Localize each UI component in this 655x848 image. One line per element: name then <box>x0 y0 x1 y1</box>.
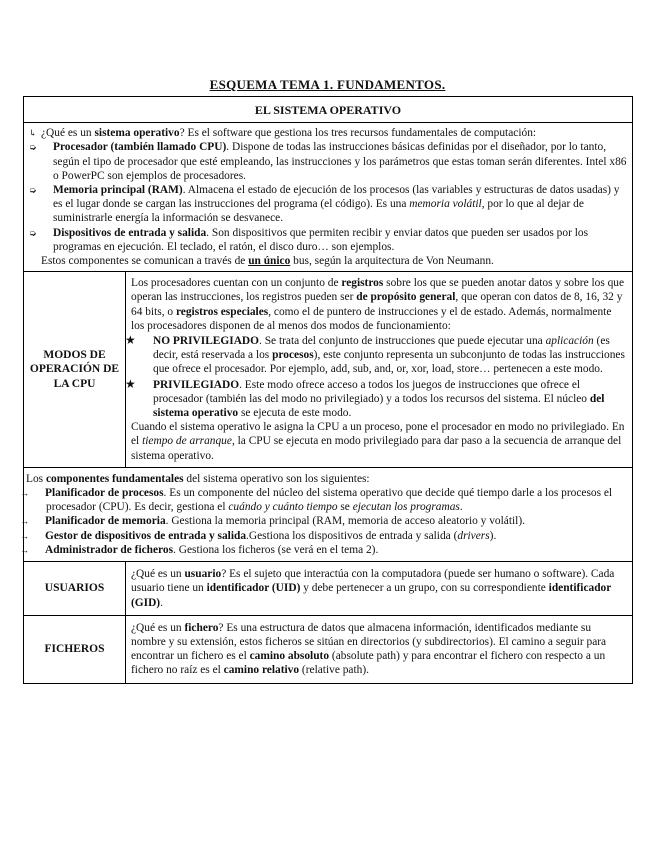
outline-table <box>20 96 633 684</box>
text-run: Cuando el sistema operativo le asigna la CPU a un proceso, pone el procesador en modo no privilegiado. En el <box>131 421 625 448</box>
text-run: . <box>160 596 163 609</box>
text-run: bus, según la arquitectura de Von Neumann. <box>290 255 494 268</box>
text-run: (es decir, está reservada a los <box>153 335 610 362</box>
text-run: . Este modo ofrece acceso a todos los juegos de instrucciones que ofrece el procesador (también las del modo no privilegiado) y a todos los recursos del sistema. El núcleo <box>153 378 590 405</box>
text-run: . Gestiona la memoria principal (RAM, memoria de acceso aleatorio y volátil). <box>165 515 525 528</box>
bold-text: Procesador (también llamado CPU) <box>53 141 227 154</box>
intro-cell <box>24 123 633 272</box>
italic-text: cuándo y cuánto tiempo <box>228 501 338 514</box>
italic-text: memoria volátil <box>409 198 482 211</box>
bold-text: Gestor de dispositivos de entrada y salida <box>45 529 247 542</box>
bold-text: camino relativo <box>223 664 300 677</box>
section-header: EL SISTEMA OPERATIVO <box>24 97 633 123</box>
list-item <box>20 529 627 543</box>
bold-text: identificador (UID) <box>206 582 301 595</box>
arrow-bullet-icon: ↳ <box>29 128 37 139</box>
arrow-bullet-icon: ➭ <box>29 142 37 153</box>
usuarios-label: USUARIOS <box>24 562 126 616</box>
text-run: ? Es una estructura de datos que almacena información, identificados mediante su nombre y su extensión, estos ficheros se sitúan en directorios (y subdirectorios). El camino a seguir para encontrar un fichero es el <box>131 621 607 663</box>
bold-text: procesos <box>272 349 314 362</box>
modos-content <box>126 272 633 468</box>
list-item <box>20 543 627 557</box>
bold-text: Planificador de procesos <box>45 487 164 500</box>
text-run: . Es un componente del núcleo del sistema operativo que decide qué tiempo darle a los procesos el procesador (CPU). Es decir, gestiona el <box>46 487 613 514</box>
text-run: . <box>459 501 463 514</box>
intro-question <box>29 126 627 140</box>
bold-text: usuario <box>184 568 222 581</box>
star-icon: ★ <box>125 376 136 391</box>
arrow-bullet-icon: ➭ <box>29 227 37 238</box>
text-run: ¿Qué es un <box>131 621 185 634</box>
text-run: .Gestiona los dispositivos de entrada y salida ( <box>246 529 458 542</box>
text-run: , que operan con datos de 8, 16, 32 y 64 bits, o <box>131 291 623 318</box>
text-run: Estos componentes se comunican a través de <box>41 255 249 268</box>
text-run: ? Es el software que gestiona los tres recursos fundamentales de computación: <box>179 127 537 140</box>
modos-paragraph <box>131 420 627 463</box>
arrow-icon: → <box>20 516 29 527</box>
text-run: ). <box>489 529 497 542</box>
text-run: . Gestiona los ficheros (se verá en el tema 2). <box>173 543 379 556</box>
text-run: . Almacena el estado de ejecución de los procesos (las variables y estructuras de datos usadas) y es el lugar donde se cargan las instrucciones del programa (el código). Es una <box>53 184 620 211</box>
text-run: ? Es el sujeto que interactúa con la computadora (puede ser humano o software). Cada usuario tiene un <box>131 568 615 595</box>
bold-text: componentes fundamentales <box>45 472 184 485</box>
document-title: ESQUEMA TEMA 1. FUNDAMENTOS. <box>209 77 446 92</box>
bold-text: NO PRIVILEGIADO <box>153 335 260 348</box>
arrow-icon: → <box>20 488 29 499</box>
bold-text: Memoria principal (RAM) <box>53 184 183 197</box>
modos-paragraph <box>131 276 627 333</box>
text-run: Los procesadores cuentan con un conjunto de <box>131 277 342 290</box>
italic-text: aplicación <box>545 335 594 348</box>
arrow-bullet-icon: ➭ <box>29 185 37 196</box>
bold-text: registros <box>341 277 384 290</box>
text-run: del sistema operativo son los siguientes: <box>183 472 370 485</box>
text-run: ¿Qué es un <box>131 568 185 581</box>
list-item <box>29 226 627 254</box>
text-run: , por lo que al dejar de suministrarle energía la información se desvanece. <box>53 198 584 225</box>
text-run: ), este conjunto representa un subconjunto de todas las instrucciones que ofrece el procesador. Por ejemplo, add, sub, and, or, xor, load, store… pertenecen a este modo. <box>153 349 625 376</box>
bold-text: sistema operativo <box>94 127 180 140</box>
ficheros-label: FICHEROS <box>24 615 126 683</box>
modos-label: MODOS DE OPERACIÓN DE LA CPU <box>24 272 126 468</box>
text-run: sobre los que se pueden anotar datos y sobre los que operan las instrucciones, los registros pueden ser <box>131 277 625 304</box>
list-item <box>125 376 627 421</box>
arrow-icon: → <box>20 544 29 555</box>
italic-text: ejecutan los programas <box>352 501 460 514</box>
bold-text: fichero <box>184 621 219 634</box>
bold-text: Administrador de ficheros <box>45 543 174 556</box>
star-icon: ★ <box>125 333 136 348</box>
text-run: , la CPU se ejecuta en modo privilegiado para dar paso a la secuencia de arranque del sistema operativo. <box>131 435 622 462</box>
bold-text: camino absoluto <box>249 650 330 663</box>
italic-text: drivers <box>457 529 490 542</box>
text-run: . Son dispositivos que permiten recibir y enviar datos que pueden ser usados por los programas en ejecución. El teclado, el ratón, el disco duro… son ejemplos. <box>53 226 589 253</box>
list-item <box>20 486 627 514</box>
paragraph <box>131 621 627 678</box>
bold-text: Planificador de memoria <box>45 515 166 528</box>
text-run: . Dispone de todas las instrucciones básicas definidas por el diseñador, por lo tanto, según el tipo de procesador que esté empleando, las instrucciones y los parámetros que estas toman serán diferentes. Intel x86 o PowerPC son ejemplos de procesadores. <box>53 141 627 182</box>
bold-text: registros especiales <box>175 305 269 318</box>
bold-text: PRIVILEGIADO <box>153 378 240 391</box>
arrow-icon: → <box>20 530 29 541</box>
list-item <box>29 183 627 226</box>
usuarios-content <box>126 562 633 616</box>
bold-text: del sistema operativo <box>153 392 605 420</box>
list-item <box>20 514 627 528</box>
bold-text: identificador (GID) <box>131 582 612 609</box>
list-item <box>29 140 627 183</box>
text-run: Los <box>26 472 46 485</box>
bold-text: un único <box>248 255 291 268</box>
list-item <box>125 333 627 377</box>
text-run: (relative path). <box>299 664 369 677</box>
text-run: ¿Qué es un <box>41 127 95 140</box>
bold-text: Dispositivos de entrada y salida <box>53 226 207 239</box>
ficheros-content <box>126 615 633 683</box>
intro-closing <box>29 254 627 268</box>
text-run: se ejecuta de este modo. <box>238 407 352 420</box>
componentes-intro <box>26 472 627 486</box>
text-run: , como el de puntero de instrucciones y el de estado. Además, normalmente los procesadores disponen de al menos dos modos de funcionamiento: <box>131 305 612 332</box>
text-run: y debe pertenecer a un grupo, con su correspondiente <box>300 582 549 595</box>
italic-text: tiempo de arranque <box>142 435 232 448</box>
text-run: . Se trata del conjunto de instrucciones que puede ejecutar una <box>259 335 546 348</box>
componentes-cell <box>20 467 633 561</box>
paragraph <box>131 567 627 610</box>
text-run: (absolute path) y para encontrar el fichero con respecto a un fichero no raíz es el <box>131 650 606 677</box>
text-run: se <box>337 501 353 514</box>
bold-text: de propósito general <box>356 291 456 304</box>
